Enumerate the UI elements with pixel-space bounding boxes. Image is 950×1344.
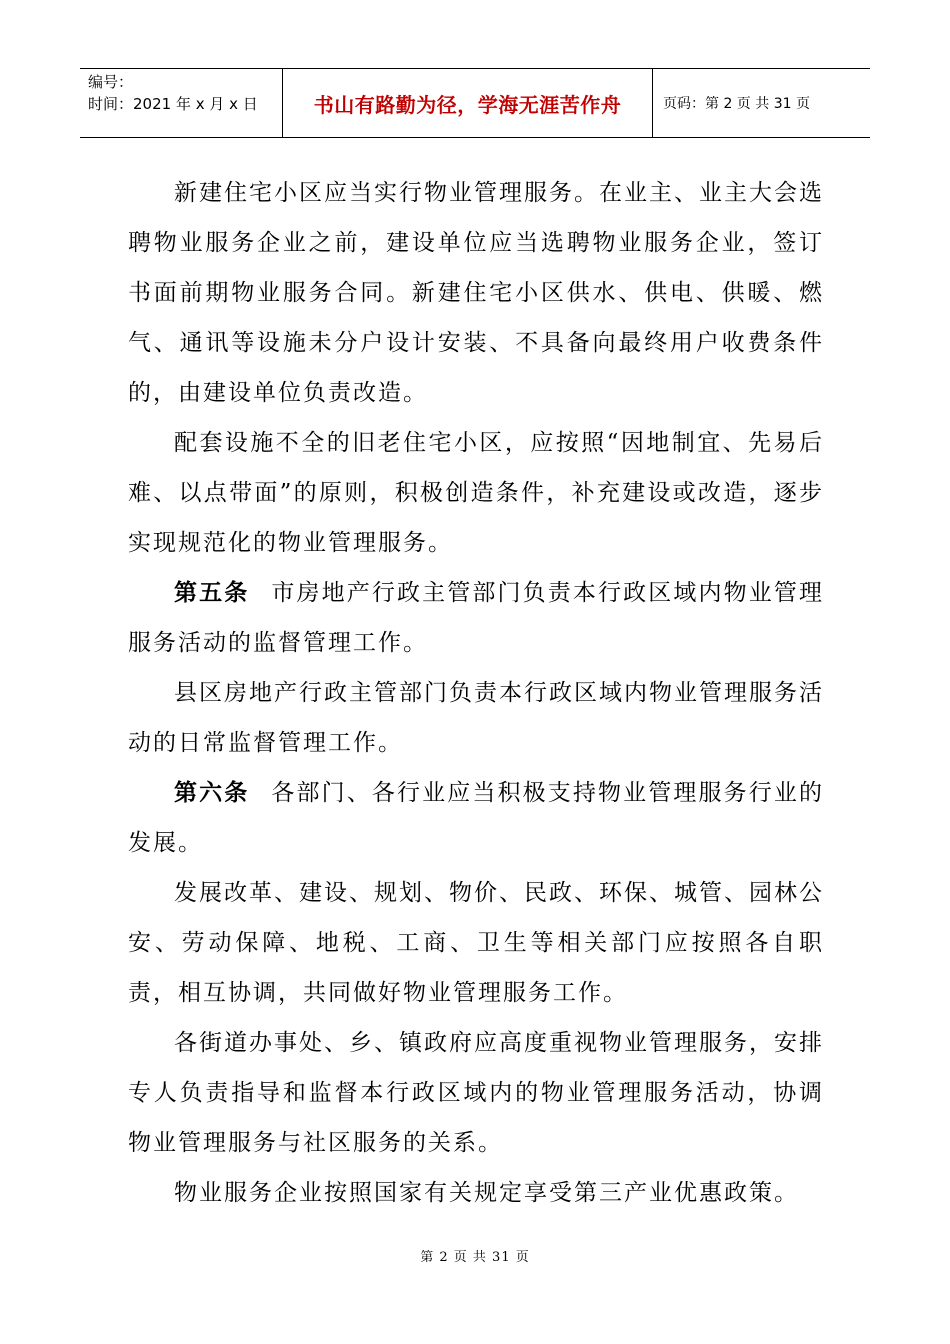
paragraph: 发展改革、建设、规划、物价、民政、环保、城管、园林公安、劳动保障、地税、工商、卫生等相关部门应按照各自职责，相互协调，共同做好物业管理服务工作。 [128,880,824,1006]
article-title: 第五条 [174,579,250,606]
header-meta [80,69,283,137]
paragraph: 物业服务企业按照国家有关规定享受第三产业优惠政策。 [174,1180,799,1206]
paragraph: 配套设施不全的旧老住宅小区，应按照“因地制宜、先易后难、以点带面”的原则，积极创造条件，补充建设或改造，逐步实现规范化的物业管理服务。 [128,430,824,556]
page-footer: 第 2 页 共 31 页 [420,1250,530,1265]
header-page-info: 页码：第 2 页 共 31 页 [663,96,810,112]
paragraph: 县区房地产行政主管部门负责本行政区域内物业管理服务活动的日常监督管理工作。 [128,680,824,756]
article-text: 各部门、各行业应当积极支持物业管理服务行业的发展。 [128,780,824,856]
article-title: 第六条 [174,779,250,806]
article-text: 市房地产行政主管部门负责本行政区域内物业管理服务活动的监督管理工作。 [128,580,824,656]
document-number-label: 编号： [88,73,134,91]
paragraph: 新建住宅小区应当实行物业管理服务。在业主、业主大会选聘物业服务企业之前，建设单位应当选聘物业服务企业，签订书面前期物业服务合同。新建住宅小区供水、供电、供暖、燃气、通讯等设施未分户设计安装、不具备向最终用户收费条件的，由建设单位负责改造。 [128,180,824,406]
article-6 [128,768,824,868]
page-header [80,68,870,138]
document-time-label: 时间：2021 年 x 月 x 日 [88,95,258,113]
article-5 [128,568,824,668]
header-motto: 书山有路勤为径，学海无涯苦作舟 [283,69,653,137]
document-body [128,168,824,1218]
paragraph: 各街道办事处、乡、镇政府应高度重视物业管理服务，安排专人负责指导和监督本行政区域内的物业管理服务活动，协调物业管理服务与社区服务的关系。 [128,1030,824,1156]
